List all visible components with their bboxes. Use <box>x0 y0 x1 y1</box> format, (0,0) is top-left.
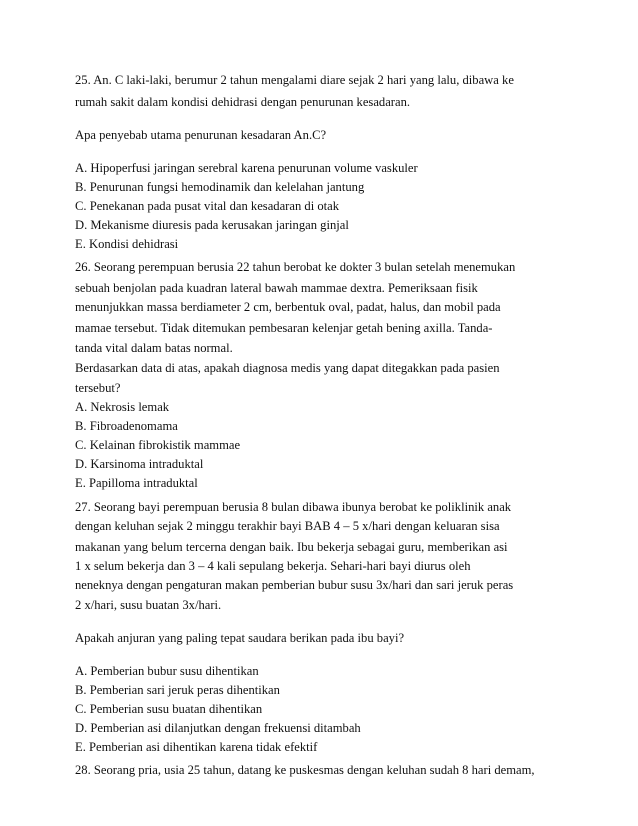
q27-option-e: E. Pemberian asi dihentikan karena tidak efektif <box>75 740 318 754</box>
q27-stem-line: makanan yang belum tercerna dengan baik. Ibu bekerja sebagai guru, memberikan asi <box>75 540 508 554</box>
q27-stem-line: 27. Seorang bayi perempuan berusia 8 bulan dibawa ibunya berobat ke poliklinik anak <box>75 500 512 514</box>
q27-option-b: B. Pemberian sari jeruk peras dihentikan <box>75 683 280 697</box>
q27-option-c: C. Pemberian susu buatan dihentikan <box>75 702 263 716</box>
q26-option-e: E. Papilloma intraduktal <box>75 476 198 490</box>
q25-stem-line: 25. An. C laki-laki, berumur 2 tahun mengalami diare sejak 2 hari yang lalu, dibawa ke <box>75 73 514 87</box>
q26-stem-line: sebuah benjolan pada kuadran lateral bawah mammae dextra. Pemeriksaan fisik <box>75 281 478 295</box>
q25-option-e: E. Kondisi dehidrasi <box>75 237 179 251</box>
q27-stem-line: neneknya dengan pengaturan makan pemberian bubur susu 3x/hari dan sari jeruk peras <box>75 578 514 592</box>
q28-stem-line: 28. Seorang pria, usia 25 tahun, datang ke puskesmas dengan keluhan sudah 8 hari demam, <box>75 763 535 777</box>
q25-option-b: B. Penurunan fungsi hemodinamik dan kelelahan jantung <box>75 180 365 194</box>
q25-question: Apa penyebab utama penurunan kesadaran An.C? <box>75 128 327 142</box>
q27-option-d: D. Pemberian asi dilanjutkan dengan frekuensi ditambah <box>75 721 361 735</box>
q26-option-c: C. Kelainan fibrokistik mammae <box>75 438 241 452</box>
q26-stem-line: menunjukkan massa berdiameter 2 cm, berbentuk oval, padat, halus, dan mobil pada <box>75 300 501 314</box>
q26-option-a: A. Nekrosis lemak <box>75 400 170 414</box>
q26-option-b: B. Fibroadenomama <box>75 419 178 433</box>
q26-stem-line: tanda vital dalam batas normal. <box>75 341 233 355</box>
q26-stem-line: mamae tersebut. Tidak ditemukan pembesaran kelenjar getah bening axilla. Tanda- <box>75 321 493 335</box>
q27-stem-line: dengan keluhan sejak 2 minggu terakhir bayi BAB 4 – 5 x/hari dengan keluaran sisa <box>75 519 500 533</box>
q25-option-a: A. Hipoperfusi jaringan serebral karena penurunan volume vaskuler <box>75 161 418 175</box>
q27-option-a: A. Pemberian bubur susu dihentikan <box>75 664 259 678</box>
q25-option-d: D. Mekanisme diuresis pada kerusakan jaringan ginjal <box>75 218 349 232</box>
q27-stem-line: 2 x/hari, susu buatan 3x/hari. <box>75 598 222 612</box>
q26-option-d: D. Karsinoma intraduktal <box>75 457 204 471</box>
q25-option-c: C. Penekanan pada pusat vital dan kesadaran di otak <box>75 199 340 213</box>
q25-stem-line: rumah sakit dalam kondisi dehidrasi dengan penurunan kesadaran. <box>75 95 411 109</box>
q26-stem-line: Berdasarkan data di atas, apakah diagnosa medis yang dapat ditegakkan pada pasien <box>75 361 500 375</box>
q27-question: Apakah anjuran yang paling tepat saudara berikan pada ibu bayi? <box>75 631 405 645</box>
q26-stem-line: tersebut? <box>75 381 121 395</box>
q26-stem-line: 26. Seorang perempuan berusia 22 tahun berobat ke dokter 3 bulan setelah menemukan <box>75 260 516 274</box>
q27-stem-line: 1 x selum bekerja dan 3 – 4 kali sepulang bekerja. Sehari-hari bayi diurus oleh <box>75 559 471 573</box>
